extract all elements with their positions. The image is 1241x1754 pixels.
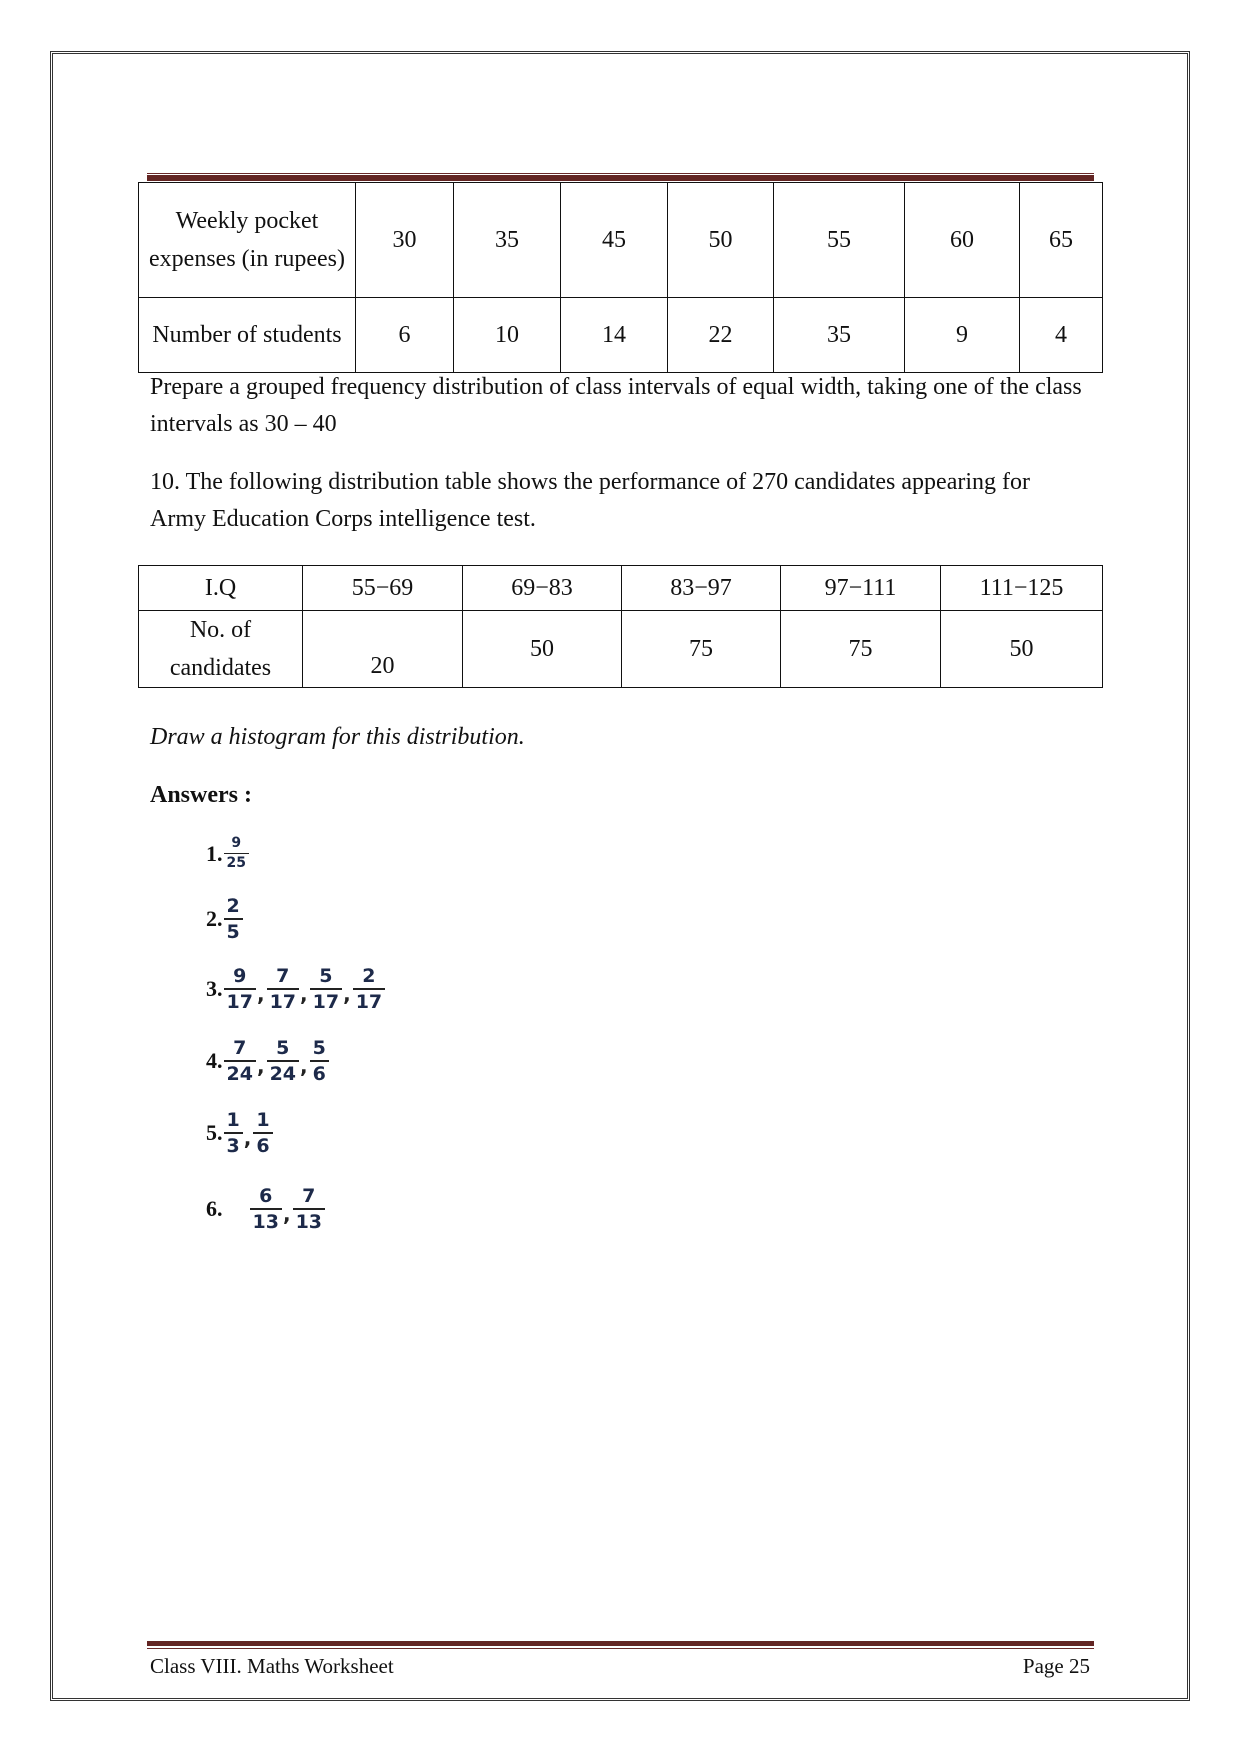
- table-cell: 55: [774, 183, 905, 298]
- table-cell: 22: [668, 298, 774, 373]
- table-cell: 35: [774, 298, 905, 373]
- denominator: 17: [310, 988, 342, 1012]
- numerator: 7: [276, 965, 290, 987]
- pocket-expenses-table: [138, 182, 1103, 373]
- fraction: [310, 1038, 329, 1084]
- separator: ,: [300, 982, 308, 1006]
- fraction: [353, 966, 385, 1012]
- fraction: [224, 836, 249, 871]
- separator: ,: [243, 1126, 252, 1150]
- denominator: 17: [353, 988, 385, 1012]
- table-cell: 14: [561, 298, 668, 373]
- numerator: 9: [231, 835, 242, 851]
- answer-item-3: [206, 966, 385, 1012]
- header-rule: [147, 173, 1094, 182]
- header-rule-thin: [147, 173, 1094, 174]
- answer-number: 4.: [206, 1048, 223, 1073]
- numerator: 1: [226, 1109, 240, 1131]
- answer-item-5: [206, 1110, 273, 1156]
- table-cell: 50: [463, 611, 622, 688]
- numerator: 2: [362, 965, 376, 987]
- answer-number: 1.: [206, 840, 223, 866]
- separator: ,: [300, 1054, 308, 1078]
- table-cell: 35: [454, 183, 561, 298]
- footer-rule-thick: [147, 1641, 1094, 1646]
- fraction: [224, 896, 243, 942]
- denominator: 6: [310, 1060, 329, 1084]
- numerator: 5: [276, 1037, 290, 1059]
- table-cell: 60: [905, 183, 1020, 298]
- table-cell: 30: [356, 183, 454, 298]
- answer-number: 5.: [206, 1120, 223, 1145]
- fraction: [224, 1038, 256, 1084]
- numerator: 1: [256, 1109, 270, 1131]
- table-row-candidates: [139, 611, 1103, 688]
- table-cell: 65: [1020, 183, 1103, 298]
- separator: ,: [282, 1202, 291, 1226]
- separator: ,: [256, 982, 265, 1006]
- answer-number: 3.: [206, 976, 223, 1001]
- separator: ,: [256, 1054, 265, 1078]
- answer-item-4: [206, 1038, 329, 1084]
- answers-heading: Answers :: [150, 782, 252, 808]
- answer-item-6: [206, 1186, 325, 1232]
- table-cell: 9: [905, 298, 1020, 373]
- fraction: [253, 1110, 272, 1156]
- answer-item-1: [206, 836, 249, 871]
- fraction: [267, 966, 299, 1012]
- table-row-expenses: [139, 183, 1103, 298]
- table-row-students: [139, 298, 1103, 373]
- table-cell: 50: [668, 183, 774, 298]
- denominator: 17: [267, 988, 299, 1012]
- footer-rule-thin: [147, 1648, 1094, 1649]
- denominator: 25: [224, 853, 249, 871]
- table-cell: 45: [561, 183, 668, 298]
- q10-text: 10. The following distribution table shows the performance of 270 candidates appearing for Army Education Corps intelligence test.: [150, 469, 1030, 532]
- table-row-iq: [139, 566, 1103, 611]
- table-cell: 83−97: [622, 566, 781, 611]
- numerator: 6: [259, 1185, 273, 1207]
- numerator: 7: [233, 1037, 247, 1059]
- denominator: 24: [267, 1060, 299, 1084]
- table-cell: 97−111: [781, 566, 941, 611]
- denominator: 5: [224, 918, 243, 942]
- answer-number: 2.: [206, 906, 223, 931]
- row-label-expenses: Weekly pocket expenses (in rupees): [139, 183, 356, 298]
- table-cell: 6: [356, 298, 454, 373]
- header-rule-thick: [147, 175, 1094, 181]
- row-label-students: Number of students: [139, 298, 356, 373]
- q10-instruction: Draw a histogram for this distribution.: [150, 724, 525, 750]
- separator: ,: [343, 982, 351, 1006]
- numerator: 7: [302, 1185, 316, 1207]
- fraction: [224, 1110, 243, 1156]
- table-cell: 69−83: [463, 566, 622, 611]
- table-cell: 111−125: [941, 566, 1103, 611]
- numerator: 5: [312, 1037, 326, 1059]
- denominator: 13: [250, 1208, 282, 1232]
- table-cell: 75: [622, 611, 781, 688]
- page-number: Page 25: [1022, 1654, 1090, 1678]
- numerator: 2: [226, 895, 240, 917]
- denominator: 13: [293, 1208, 325, 1232]
- q9-instruction: Prepare a grouped frequency distribution of class intervals of equal width, taking one of the class intervals as 30 – 40: [150, 374, 1082, 437]
- table-cell: 50: [941, 611, 1103, 688]
- answer-item-2: [206, 896, 243, 942]
- table-cell: 55−69: [303, 566, 463, 611]
- denominator: 3: [224, 1132, 243, 1156]
- fraction: [224, 966, 256, 1012]
- denominator: 6: [253, 1132, 272, 1156]
- answer-number: 6.: [206, 1196, 223, 1221]
- denominator: 17: [224, 988, 256, 1012]
- table-cell: 75: [781, 611, 941, 688]
- denominator: 24: [224, 1060, 256, 1084]
- table-cell: 4: [1020, 298, 1103, 373]
- numerator: 5: [319, 965, 333, 987]
- fraction: [250, 1186, 282, 1232]
- fraction: [293, 1186, 325, 1232]
- row-label-iq: I.Q: [139, 566, 303, 611]
- table-cell: 20: [303, 611, 463, 688]
- footer-rule: [147, 1641, 1094, 1650]
- fraction: [267, 1038, 299, 1084]
- fraction: [310, 966, 342, 1012]
- footer-title: Class VIII. Maths Worksheet: [150, 1654, 394, 1678]
- row-label-candidates: No. of candidates: [139, 611, 303, 688]
- iq-distribution-table: [138, 565, 1103, 688]
- table-cell: 10: [454, 298, 561, 373]
- numerator: 9: [233, 965, 247, 987]
